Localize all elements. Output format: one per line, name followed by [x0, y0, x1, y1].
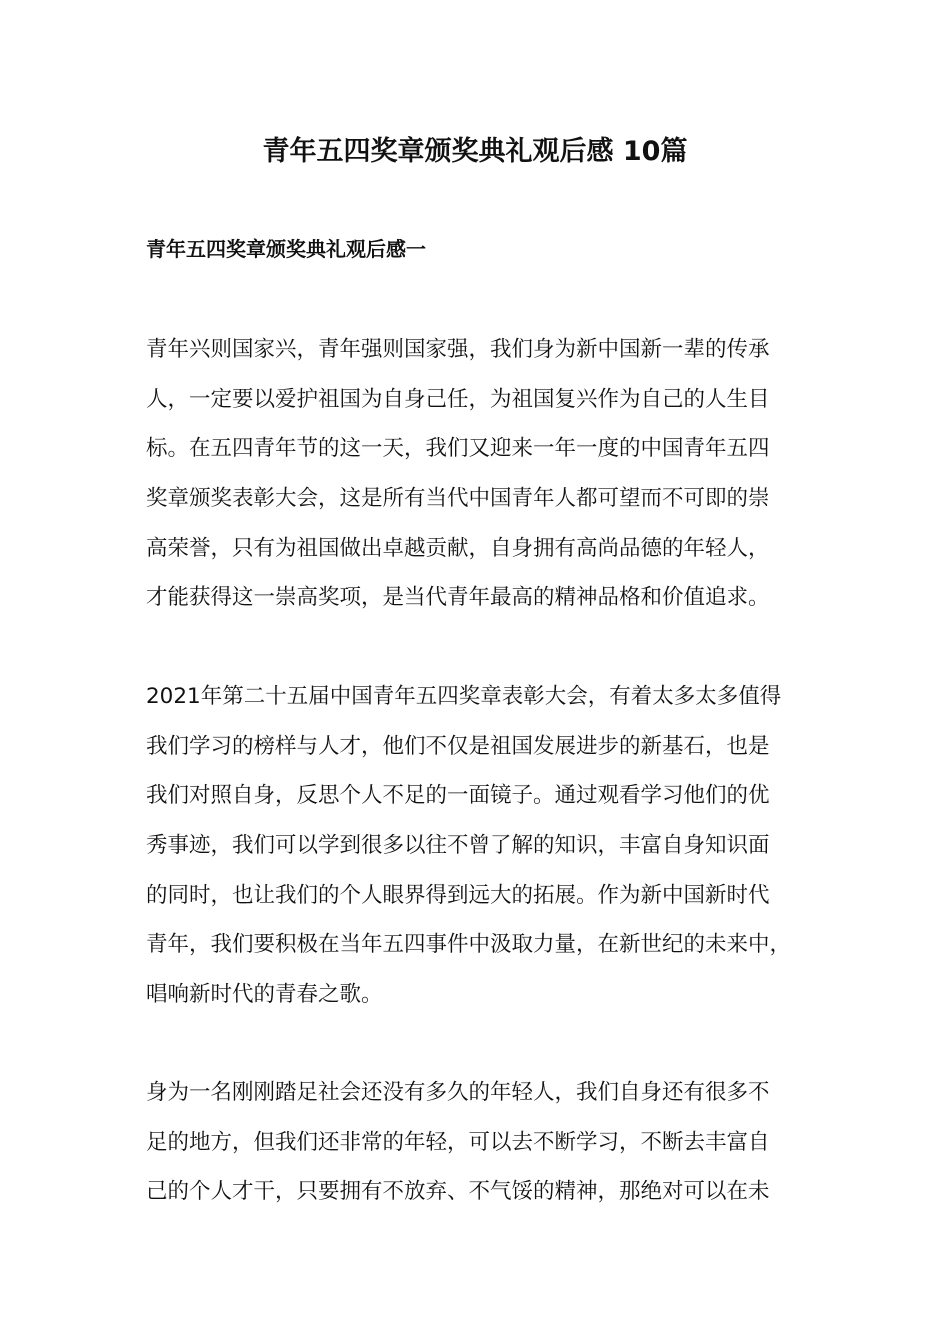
paragraph-line: 标。在五四青年节的这一天，我们又迎来一年一度的中国青年五四 — [146, 436, 770, 462]
paragraph-line: 青年，我们要积极在当年五四事件中汲取力量，在新世纪的未来中， — [146, 932, 792, 958]
paragraph-1 — [146, 325, 846, 623]
paragraph-line: 青年兴则国家兴，青年强则国家强，我们身为新中国新一辈的传承 — [146, 337, 770, 362]
paragraph-line: 己的个人才干，只要拥有不放弃、不气馁的精神，那绝对可以在未 — [146, 1179, 770, 1205]
paragraph-line: 的同时，也让我们的个人眼界得到远大的拓展。作为新中国新时代 — [146, 882, 770, 908]
paragraph-line: 唱响新时代的青春之歌。 — [146, 982, 383, 1008]
paragraph-line: 2021年第二十五届中国青年五四奖章表彰大会，有着太多太多值得 — [146, 684, 782, 709]
paragraph-line: 人，一定要以爱护祖国为自身己任，为祖国复兴作为自己的人生目 — [146, 386, 770, 412]
document-title: 青年五四奖章颁奖典礼观后感 10篇 — [262, 136, 688, 167]
paragraph-3 — [146, 1068, 846, 1217]
section-heading: 青年五四奖章颁奖典礼观后感一 — [146, 237, 426, 261]
paragraph-line: 我们对照自身，反思个人不足的一面镜子。通过观看学习他们的优 — [146, 783, 770, 809]
paragraph-line: 高荣誉，只有为祖国做出卓越贡献，自身拥有高尚品德的年轻人， — [146, 535, 770, 561]
paragraph-line: 奖章颁奖表彰大会，这是所有当代中国青年人都可望而不可即的崇 — [146, 486, 770, 512]
paragraph-line: 才能获得这一崇高奖项，是当代青年最高的精神品格和价值追求。 — [146, 585, 770, 611]
paragraph-line: 足的地方，但我们还非常的年轻，可以去不断学习，不断去丰富自 — [146, 1129, 770, 1155]
paragraph-line: 身为一名刚刚踏足社会还没有多久的年轻人，我们自身还有很多不 — [146, 1080, 770, 1105]
paragraph-line: 我们学习的榜样与人才，他们不仅是祖国发展进步的新基石，也是 — [146, 733, 770, 759]
paragraph-line: 秀事迹，我们可以学到很多以往不曾了解的知识，丰富自身知识面 — [146, 833, 770, 859]
paragraph-2 — [146, 672, 846, 1020]
